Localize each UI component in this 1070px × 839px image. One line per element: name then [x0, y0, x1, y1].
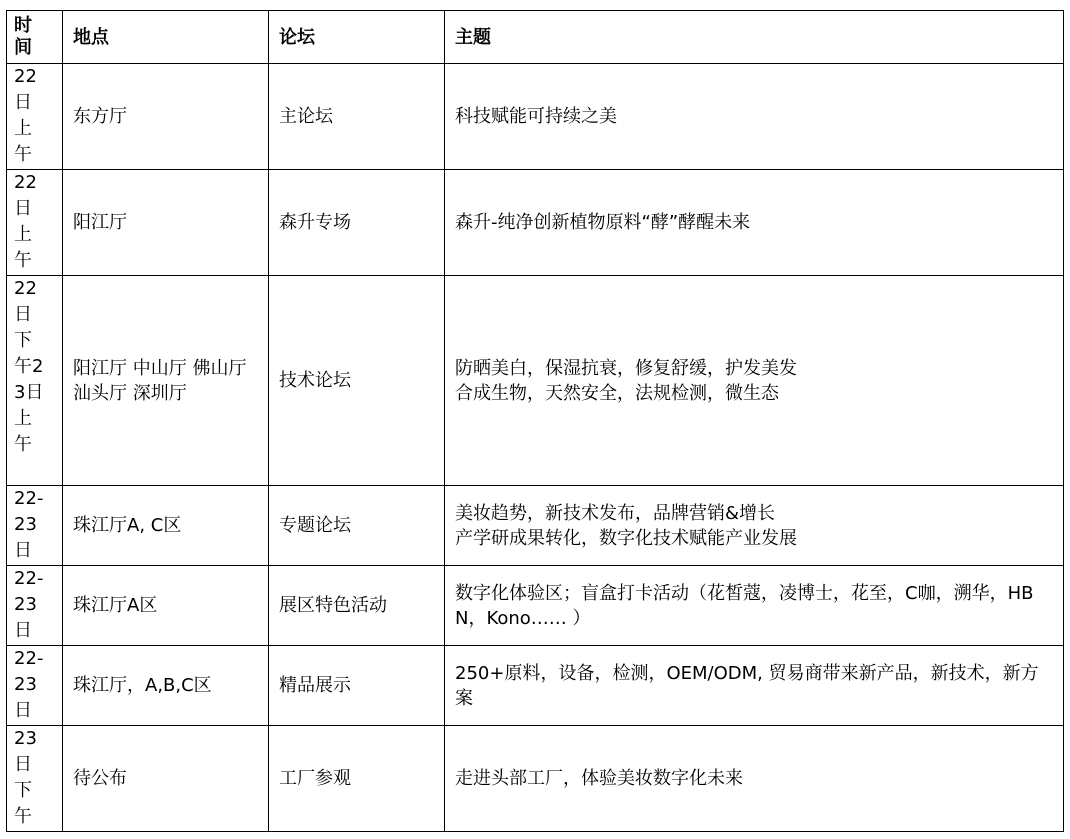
topic-line: 防晒美白，保湿抗衰，修复舒缓，护发美发: [455, 357, 797, 379]
header-topic: 主题: [445, 11, 1064, 64]
topic-line: 合成生物，天然安全，法规检测，微生态: [455, 382, 779, 404]
venue-cell: 阳江厅: [63, 170, 269, 276]
table-row: [7, 170, 1064, 276]
topic-cell: [445, 276, 1064, 486]
time-cell: 22日上午: [7, 170, 63, 276]
table-row: [7, 64, 1064, 170]
time-cell: 22日下午23日上午: [7, 276, 63, 486]
topic-line: 产学研成果转化，数字化技术赋能产业发展: [455, 527, 797, 549]
topic-cell: [445, 170, 1064, 276]
header-venue: 地点: [63, 11, 269, 64]
venue-cell: 珠江厅，A,B,C区: [63, 646, 269, 726]
schedule-table: [6, 10, 1064, 832]
forum-cell: 技术论坛: [269, 276, 445, 486]
topic-cell: [445, 64, 1064, 170]
topic-line: 走进头部工厂，体验美妆数字化未来: [455, 768, 743, 789]
forum-cell: 主论坛: [269, 64, 445, 170]
venue-cell: 珠江厅A区: [63, 566, 269, 646]
topic-line: 科技赋能可持续之美: [455, 106, 617, 127]
topic-cell: [445, 726, 1064, 832]
forum-cell: 展区特色活动: [269, 566, 445, 646]
table-row: [7, 566, 1064, 646]
topic-cell: [445, 566, 1064, 646]
forum-cell: 工厂参观: [269, 726, 445, 832]
time-cell: 22日上午: [7, 64, 63, 170]
time-cell: 23日下午: [7, 726, 63, 832]
table-row: [7, 486, 1064, 566]
time-cell: 22-23日: [7, 486, 63, 566]
forum-cell: 森升专场: [269, 170, 445, 276]
time-cell: 22-23日: [7, 646, 63, 726]
topic-cell: [445, 646, 1064, 726]
table-row: [7, 646, 1064, 726]
table-row: [7, 276, 1064, 486]
venue-cell: 待公布: [63, 726, 269, 832]
forum-cell: 精品展示: [269, 646, 445, 726]
topic-cell: [445, 486, 1064, 566]
header-forum: 论坛: [269, 11, 445, 64]
forum-cell: 专题论坛: [269, 486, 445, 566]
venue-cell: 阳江厅 中山厅 佛山厅 汕头厅 深圳厅: [63, 276, 269, 486]
topic-line: 数字化体验区；盲盒打卡活动（花皙蔻，凌博士，花至，C咖，溯华，HBN，Kono…… ）: [455, 582, 1034, 629]
venue-cell: 东方厅: [63, 64, 269, 170]
table-row: [7, 726, 1064, 832]
header-row: [7, 11, 1064, 64]
topic-line: 美妆趋势，新技术发布，品牌营销&增长: [455, 502, 776, 524]
time-cell: 22-23日: [7, 566, 63, 646]
topic-line: 250+原料，设备，检测，OEM/ODM, 贸易商带来新产品，新技术，新方案: [455, 662, 1039, 709]
header-time: 时间: [7, 11, 63, 64]
venue-cell: 珠江厅A, C区: [63, 486, 269, 566]
topic-line: 森升-纯净创新植物原料“酵”酵醒未来: [455, 212, 751, 233]
